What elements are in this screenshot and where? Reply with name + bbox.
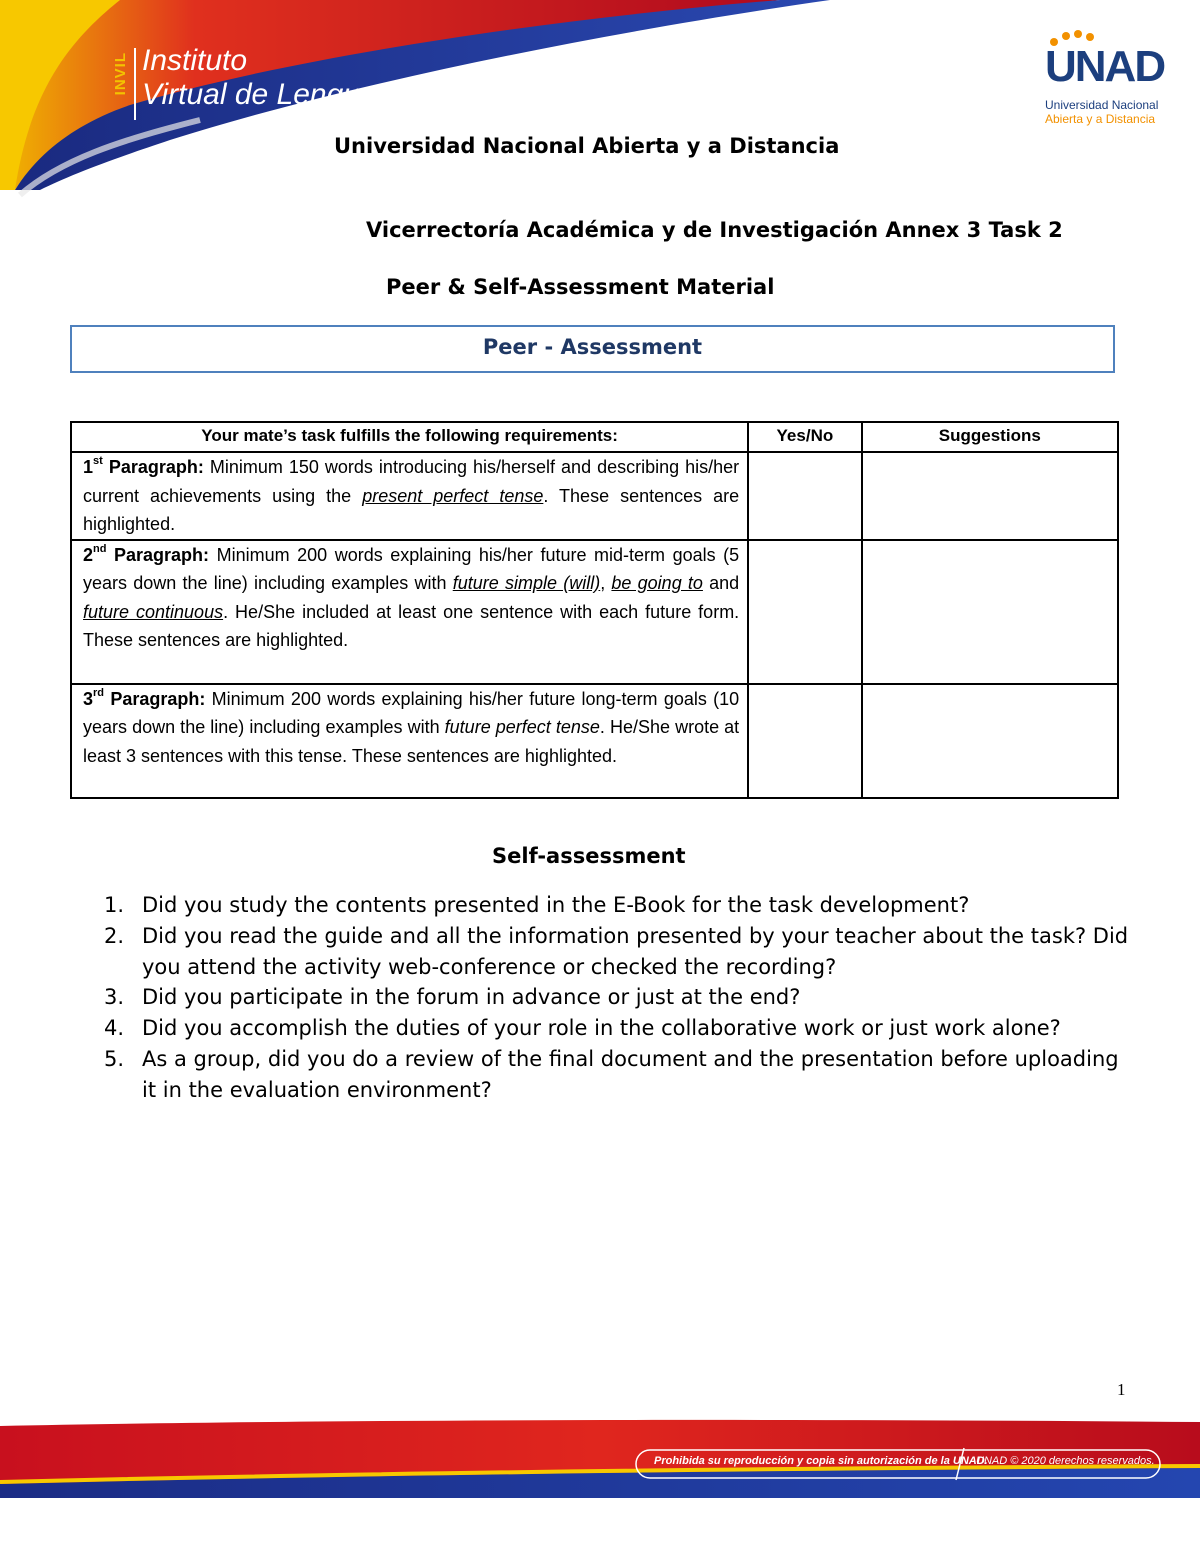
list-item: 3. Did you participate in the forum in advance or just at the end? bbox=[104, 985, 801, 1010]
unad-line-1: Universidad Nacional bbox=[1045, 98, 1159, 112]
vice-rectory-line: Vicerrectoría Académica y de Investigación Annex 3 Task 2 bbox=[366, 218, 1063, 242]
list-item: 2. Did you read the guide and all the information presented by your teacher about the task? Did you attend the activity web-conference or checked the recording? bbox=[104, 923, 1129, 979]
unad-line-2: Abierta y a Distancia bbox=[1045, 112, 1156, 126]
logo-line-2: Virtual de Lenguas bbox=[142, 78, 392, 111]
header-suggestions: Suggestions bbox=[862, 422, 1118, 452]
unad-mark-text: UNAD bbox=[1045, 42, 1165, 91]
requirements-table bbox=[70, 421, 1119, 799]
yes-no-cell-2[interactable] bbox=[748, 540, 861, 684]
footer-notice: Prohibida su reproducción y copia sin autorización de la UNAD. bbox=[654, 1455, 988, 1467]
footer-copyright: UNAD © 2020 derechos reservados. bbox=[976, 1455, 1155, 1467]
table-row bbox=[71, 452, 1118, 540]
table-row bbox=[71, 540, 1118, 684]
peer-assessment-heading: Peer - Assessment bbox=[482, 335, 703, 359]
yes-no-cell-1[interactable] bbox=[748, 452, 861, 540]
suggestions-cell-2[interactable] bbox=[862, 540, 1118, 684]
list-item: 1. Did you study the contents presented in the E-Book for the task development? bbox=[104, 893, 970, 917]
self-assessment-list bbox=[104, 890, 1134, 1106]
header-yes-no: Yes/No bbox=[748, 422, 861, 452]
footer-banner bbox=[0, 1418, 1200, 1498]
logo-divider bbox=[134, 48, 136, 120]
header-requirements: Your mate’s task fulfills the following requirements: bbox=[71, 422, 748, 452]
university-name: Universidad Nacional Abierta y a Distancia bbox=[334, 134, 840, 158]
requirement-cell-2: 2nd Paragraph: Minimum 200 words explaining his/her future mid-term goals (5 years down the line) including examples with future simple (will), be going to and future continuous. He/She included at least one sentence with each future form. These sentences are highlighted. bbox=[71, 540, 748, 684]
unad-logo bbox=[1040, 28, 1180, 128]
requirement-cell-1: 1st Paragraph: Minimum 150 words introducing his/herself and describing his/her current achievements using the present perfect tense. These sentences are highlighted. bbox=[71, 452, 748, 540]
logo-line-1: Instituto bbox=[142, 44, 248, 77]
self-assessment-heading: Self-assessment bbox=[492, 844, 686, 868]
yes-no-cell-3[interactable] bbox=[748, 684, 861, 798]
table-row bbox=[71, 684, 1118, 798]
document-title: Peer & Self-Assessment Material bbox=[386, 275, 775, 299]
list-item: 4. Did you accomplish the duties of your role in the collaborative work or just work alone? bbox=[104, 1016, 1061, 1041]
instituto-virtual-lenguas-logo bbox=[112, 44, 432, 124]
logo-vertical-text: INVIL bbox=[112, 52, 129, 96]
page-number: 1 bbox=[1117, 1380, 1126, 1399]
peer-assessment-box bbox=[70, 325, 1115, 373]
list-item: 5. As a group, did you do a review of the final document and the presentation before uploading it in the evaluation environment? bbox=[104, 1046, 1119, 1102]
table-header-row bbox=[71, 422, 1118, 452]
suggestions-cell-3[interactable] bbox=[862, 684, 1118, 798]
requirement-cell-3: 3rd Paragraph: Minimum 200 words explaining his/her future long-term goals (10 years down the line) including examples with future perfect tense. He/She wrote at least 3 sentences with this tense. These sentences are highlighted. bbox=[71, 684, 748, 798]
suggestions-cell-1[interactable] bbox=[862, 452, 1118, 540]
